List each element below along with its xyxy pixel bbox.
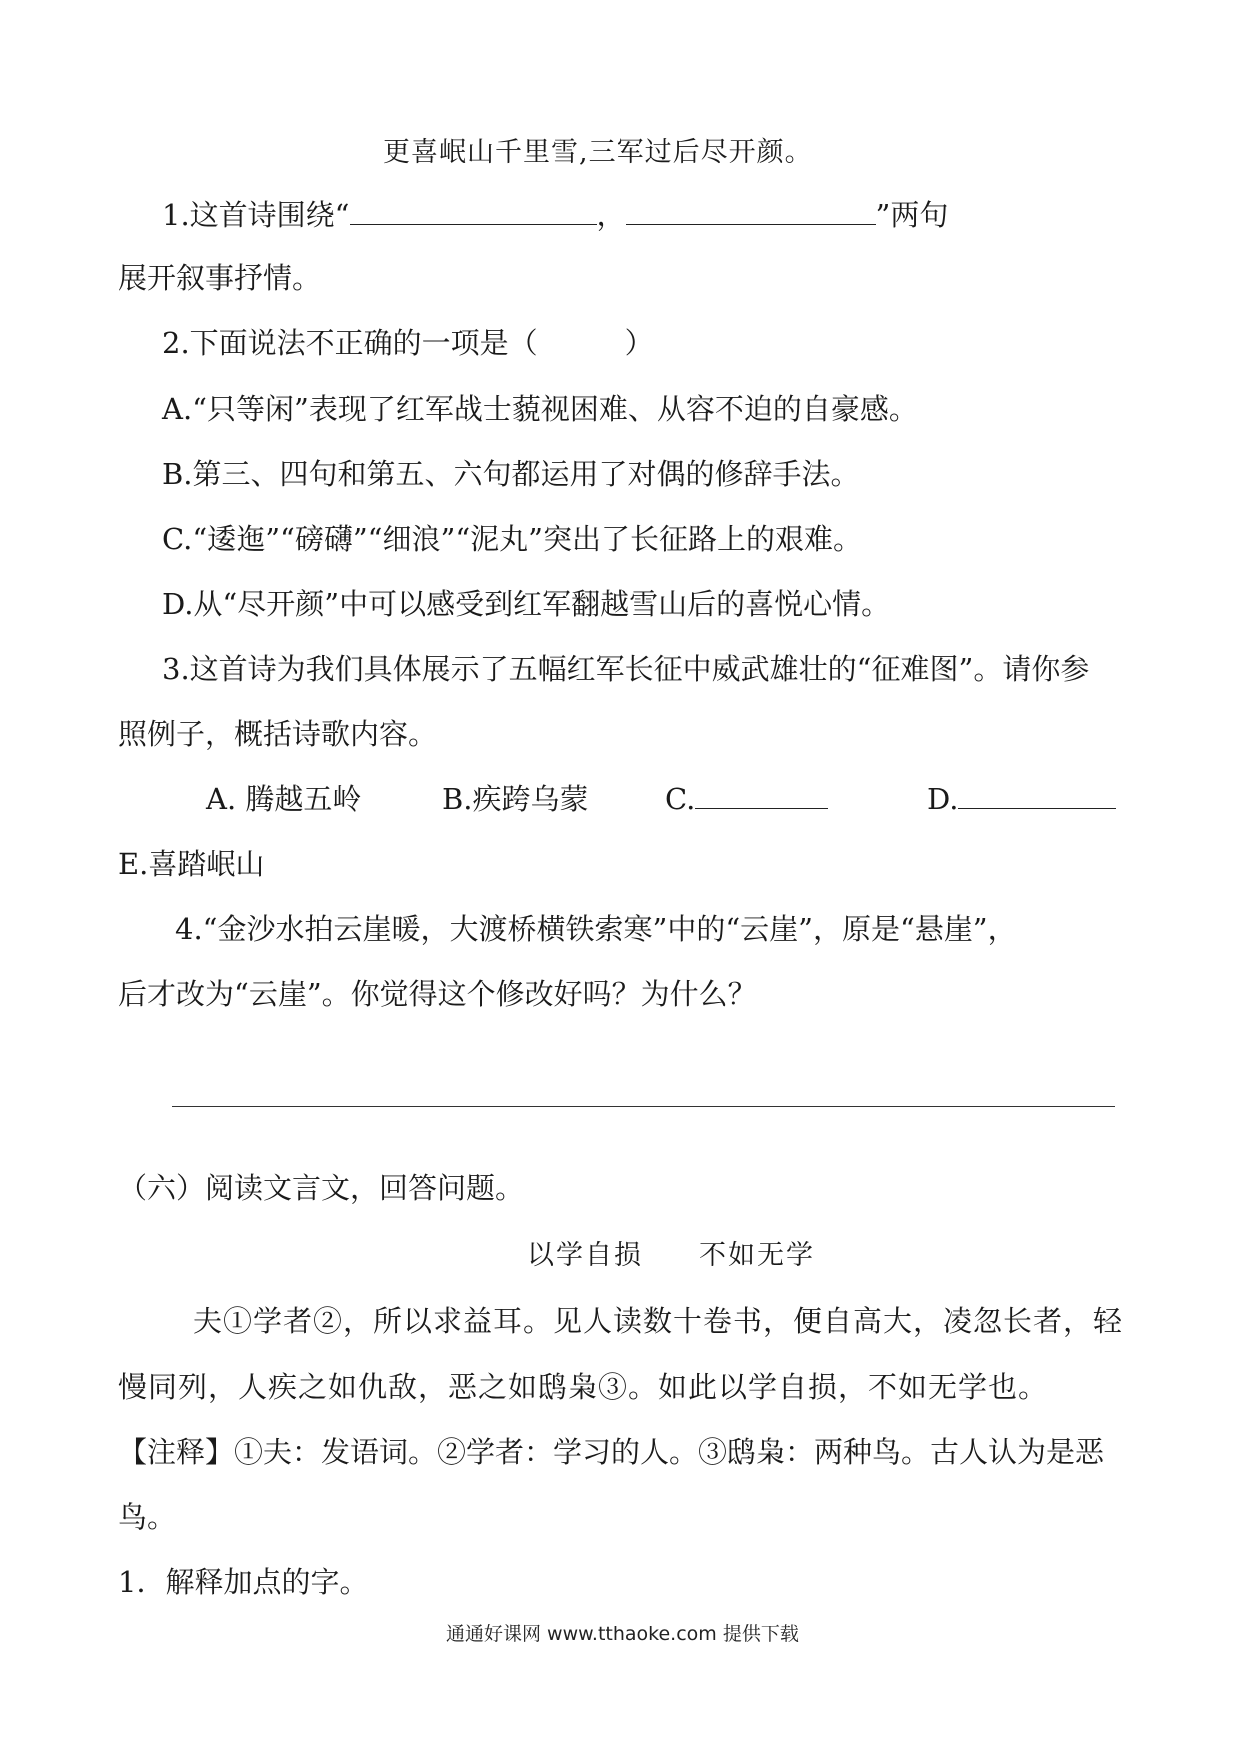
q4-answer-line[interactable] — [172, 1106, 1115, 1107]
q3-option-c-label: C. — [665, 782, 696, 816]
q3-option-b: B.疾跨乌蒙 — [442, 782, 589, 816]
q1-suffix: ”两句 — [875, 198, 949, 232]
q3-option-a: A. 腾越五岭 — [206, 782, 362, 816]
q3-option-c — [665, 779, 828, 819]
page-footer: 通通好课网 www.tthaoke.com 提供下载 — [446, 1623, 799, 1645]
classical-text-line-2: 慢同列，人疾之如仇敌，恶之如鸱枭③。如此以学自损，不如无学也。 — [118, 1370, 1049, 1404]
question-4: 4.“金沙水拍云崖暖，大渡桥横铁索寒”中的“云崖”，原是“悬崖”， — [175, 912, 1017, 946]
q1-continuation: 展开叙事抒情。 — [118, 261, 322, 295]
q3-blank-d[interactable] — [958, 780, 1116, 809]
classical-text-line-1: 夫①学者②，所以求益耳。见人读数十卷书，便自高大，凌忽长者，轻 — [193, 1304, 1124, 1338]
classical-title-part-a: 以学自损 — [527, 1240, 643, 1271]
q1-prefix: 1.这首诗围绕“ — [162, 198, 350, 232]
section-6-heading: （六）阅读文言文，回答问题。 — [118, 1171, 525, 1205]
question-1 — [162, 195, 948, 235]
q1-sep: ， — [596, 198, 626, 232]
q3-blank-c[interactable] — [695, 780, 828, 809]
q3-continuation: 照例子，概括诗歌内容。 — [118, 717, 438, 751]
q2-option-a: A.“只等闲”表现了红军战士藐视困难、从容不迫的自豪感。 — [162, 392, 918, 426]
annotation-line-2: 鸟。 — [118, 1500, 177, 1534]
q3-option-e: E.喜踏岷山 — [118, 847, 265, 881]
exercise-1: 1．解释加点的字。 — [118, 1565, 369, 1599]
q1-blank-1[interactable] — [350, 196, 597, 225]
q3-option-d-label: D. — [927, 782, 959, 816]
q3-option-d — [927, 779, 1116, 819]
q4-continuation: 后才改为“云崖”。你觉得这个修改好吗？为什么？ — [118, 977, 757, 1011]
q2-option-c: C.“逶迤”“磅礴”“细浪”“泥丸”突出了长征路上的艰难。 — [162, 522, 862, 556]
q2-option-b: B.第三、四句和第五、六句都运用了对偶的修辞手法。 — [162, 457, 860, 491]
poem-line: 更喜岷山千里雪,三军过后尽开颜。 — [383, 137, 813, 168]
question-3: 3.这首诗为我们具体展示了五幅红军长征中威武雄壮的“征难图”。请你参 — [162, 652, 1090, 686]
q2-option-d: D.从“尽开颜”中可以感受到红军翻越雪山后的喜悦心情。 — [162, 587, 891, 621]
annotation-line-1: 【注释】①夫：发语词。②学者：学习的人。③鸱枭：两种鸟。古人认为是恶 — [118, 1435, 1105, 1469]
question-2: 2.下面说法不正确的一项是（ ） — [162, 326, 654, 360]
classical-title-part-b: 不如无学 — [699, 1240, 815, 1271]
classical-text-title — [527, 1236, 815, 1276]
q1-blank-2[interactable] — [626, 196, 876, 225]
